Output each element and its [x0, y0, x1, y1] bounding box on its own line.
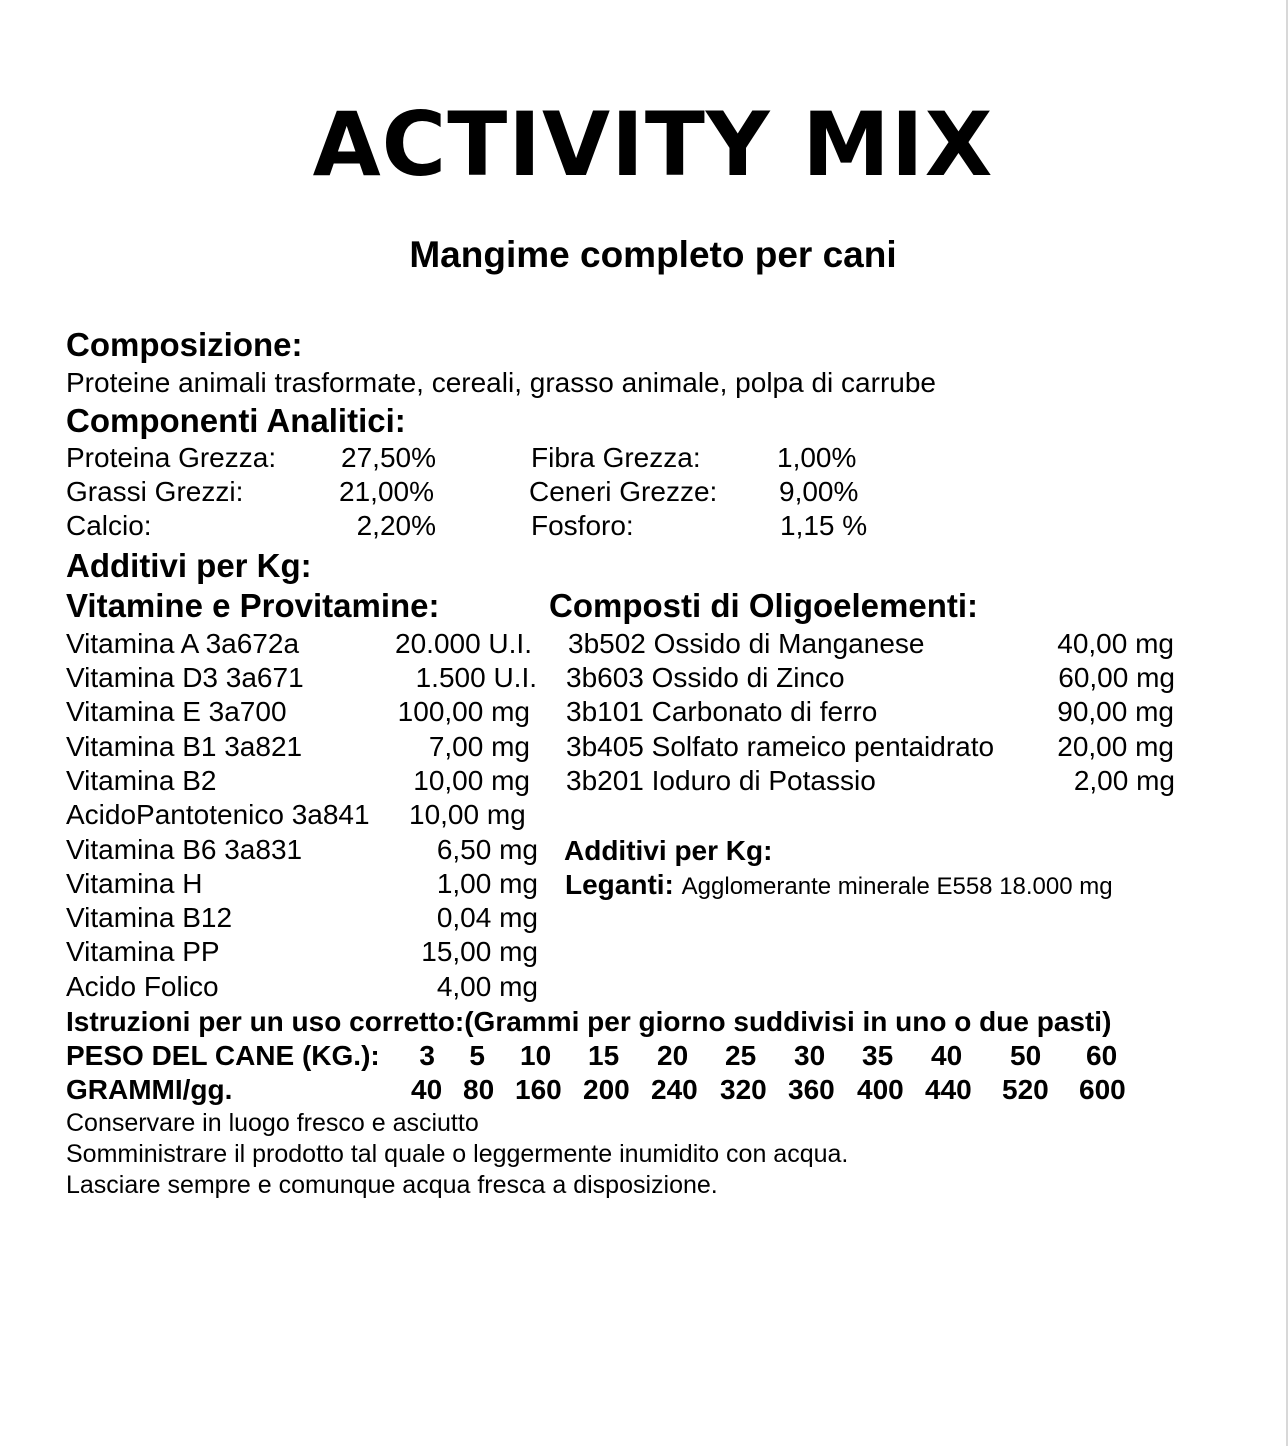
grammi-value: 40 — [411, 1074, 443, 1105]
peso-value: 10 — [520, 1040, 552, 1071]
vitamin-name: Vitamina A 3a672a — [66, 628, 300, 659]
vitamin-name: Vitamina D3 3a671 — [66, 662, 304, 693]
vitamin-name: Vitamina B2 — [66, 765, 217, 796]
additivi2-heading: Additivi per Kg: — [564, 835, 773, 866]
additivi-heading: Additivi per Kg: — [66, 547, 312, 584]
grammi-value: 360 — [788, 1074, 835, 1105]
peso-value: 20 — [657, 1040, 689, 1071]
oligo-value: 2,00 mg — [1073, 765, 1175, 796]
grammi-value: 320 — [720, 1074, 767, 1105]
peso-value: 60 — [1086, 1040, 1118, 1071]
oligo-heading: Composti di Oligoelementi: — [549, 587, 979, 624]
composizione-heading: Composizione: — [66, 326, 303, 363]
analitici-label: Proteina Grezza: — [66, 442, 277, 473]
note-line: Somministrare il prodotto tal quale o leggermente inumidito con acqua. — [66, 1140, 849, 1168]
vitamin-name: Vitamina B6 3a831 — [66, 834, 303, 865]
note-line: Lasciare sempre e comunque acqua fresca a disposizione. — [66, 1171, 718, 1199]
oligo-name: 3b405 Solfato rameico pentaidrato — [566, 731, 995, 762]
vitamin-value: 1,00 mg — [436, 868, 538, 899]
peso-value: 25 — [725, 1040, 757, 1071]
peso-label: PESO DEL CANE (KG.): — [66, 1040, 380, 1071]
istruzioni-line: Istruzioni per un uso corretto:(Grammi per giorno suddivisi in uno o due pasti) — [66, 1006, 1112, 1037]
vitamin-value: 100,00 mg — [397, 696, 530, 727]
peso-value: 3 — [419, 1040, 435, 1071]
oligo-name: 3b201 Ioduro di Potassio — [566, 765, 876, 796]
vitamin-name: Vitamina E 3a700 — [66, 696, 287, 727]
composizione-text: Proteine animali trasformate, cereali, grasso animale, polpa di carrube — [66, 367, 936, 398]
peso-value: 40 — [931, 1040, 963, 1071]
oligo-value: 40,00 mg — [1057, 628, 1174, 659]
analitici-heading: Componenti Analitici: — [66, 402, 406, 439]
vitamin-name: Acido Folico — [66, 971, 219, 1002]
analitici-label: Fosforo: — [531, 510, 634, 541]
vitamin-value: 7,00 mg — [428, 731, 530, 762]
analitici-label: Ceneri Grezze: — [529, 476, 718, 507]
analitici-value: 1,15 % — [780, 510, 868, 541]
grammi-value: 80 — [463, 1074, 495, 1105]
leganti-label: Leganti: — [565, 869, 674, 900]
vitamin-value: 10,00 mg — [413, 765, 530, 796]
vitamine-heading: Vitamine e Provitamine: — [66, 587, 440, 624]
grammi-value: 600 — [1079, 1074, 1126, 1105]
analitici-value: 2,20% — [356, 510, 436, 541]
peso-value: 50 — [1010, 1040, 1042, 1071]
analitici-value: 1,00% — [777, 442, 857, 473]
analitici-label: Grassi Grezzi: — [66, 476, 244, 507]
analitici-value: 27,50% — [341, 442, 436, 473]
analitici-label: Calcio: — [66, 510, 152, 541]
vitamin-name: Vitamina B1 3a821 — [66, 731, 303, 762]
grammi-value: 160 — [515, 1074, 562, 1105]
analitici-value: 21,00% — [339, 476, 434, 507]
grammi-value: 400 — [857, 1074, 904, 1105]
peso-value: 30 — [794, 1040, 826, 1071]
grammi-value: 240 — [651, 1074, 698, 1105]
oligo-name: 3b101 Carbonato di ferro — [566, 696, 878, 727]
vitamin-name: Vitamina H — [66, 868, 203, 899]
product-title: ACTIVITY MIX — [312, 93, 994, 196]
vitamin-name: Vitamina PP — [66, 936, 220, 967]
analitici-label: Fibra Grezza: — [531, 442, 701, 473]
leganti-line — [565, 868, 1113, 904]
peso-value: 5 — [469, 1040, 485, 1071]
product-subtitle: Mangime completo per cani — [409, 234, 897, 275]
grammi-label: GRAMMI/gg. — [66, 1074, 233, 1105]
vitamin-value: 1.500 U.I. — [415, 662, 537, 693]
vitamin-value: 6,50 mg — [436, 834, 538, 865]
vitamin-value: 15,00 mg — [421, 936, 538, 967]
vitamin-value: 0,04 mg — [436, 902, 538, 933]
note-line: Conservare in luogo fresco e asciutto — [66, 1109, 479, 1137]
peso-value: 35 — [862, 1040, 894, 1071]
grammi-value: 520 — [1002, 1074, 1049, 1105]
oligo-value: 20,00 mg — [1057, 731, 1174, 762]
peso-value: 15 — [588, 1040, 620, 1071]
oligo-value: 60,00 mg — [1058, 662, 1175, 693]
vitamin-value: 20.000 U.I. — [395, 628, 532, 659]
vitamin-name: AcidoPantotenico 3a841 — [66, 799, 370, 830]
grammi-value: 440 — [925, 1074, 972, 1105]
leganti-text: Agglomerante minerale E558 18.000 mg — [681, 873, 1113, 900]
vitamin-name: Vitamina B12 — [66, 902, 233, 933]
analitici-value: 9,00% — [779, 476, 859, 507]
oligo-name: 3b502 Ossido di Manganese — [568, 628, 925, 659]
oligo-value: 90,00 mg — [1057, 696, 1174, 727]
grammi-value: 200 — [583, 1074, 630, 1105]
oligo-name: 3b603 Ossido di Zinco — [566, 662, 845, 693]
vitamin-value: 10,00 mg — [409, 799, 526, 830]
vitamin-value: 4,00 mg — [436, 971, 538, 1002]
